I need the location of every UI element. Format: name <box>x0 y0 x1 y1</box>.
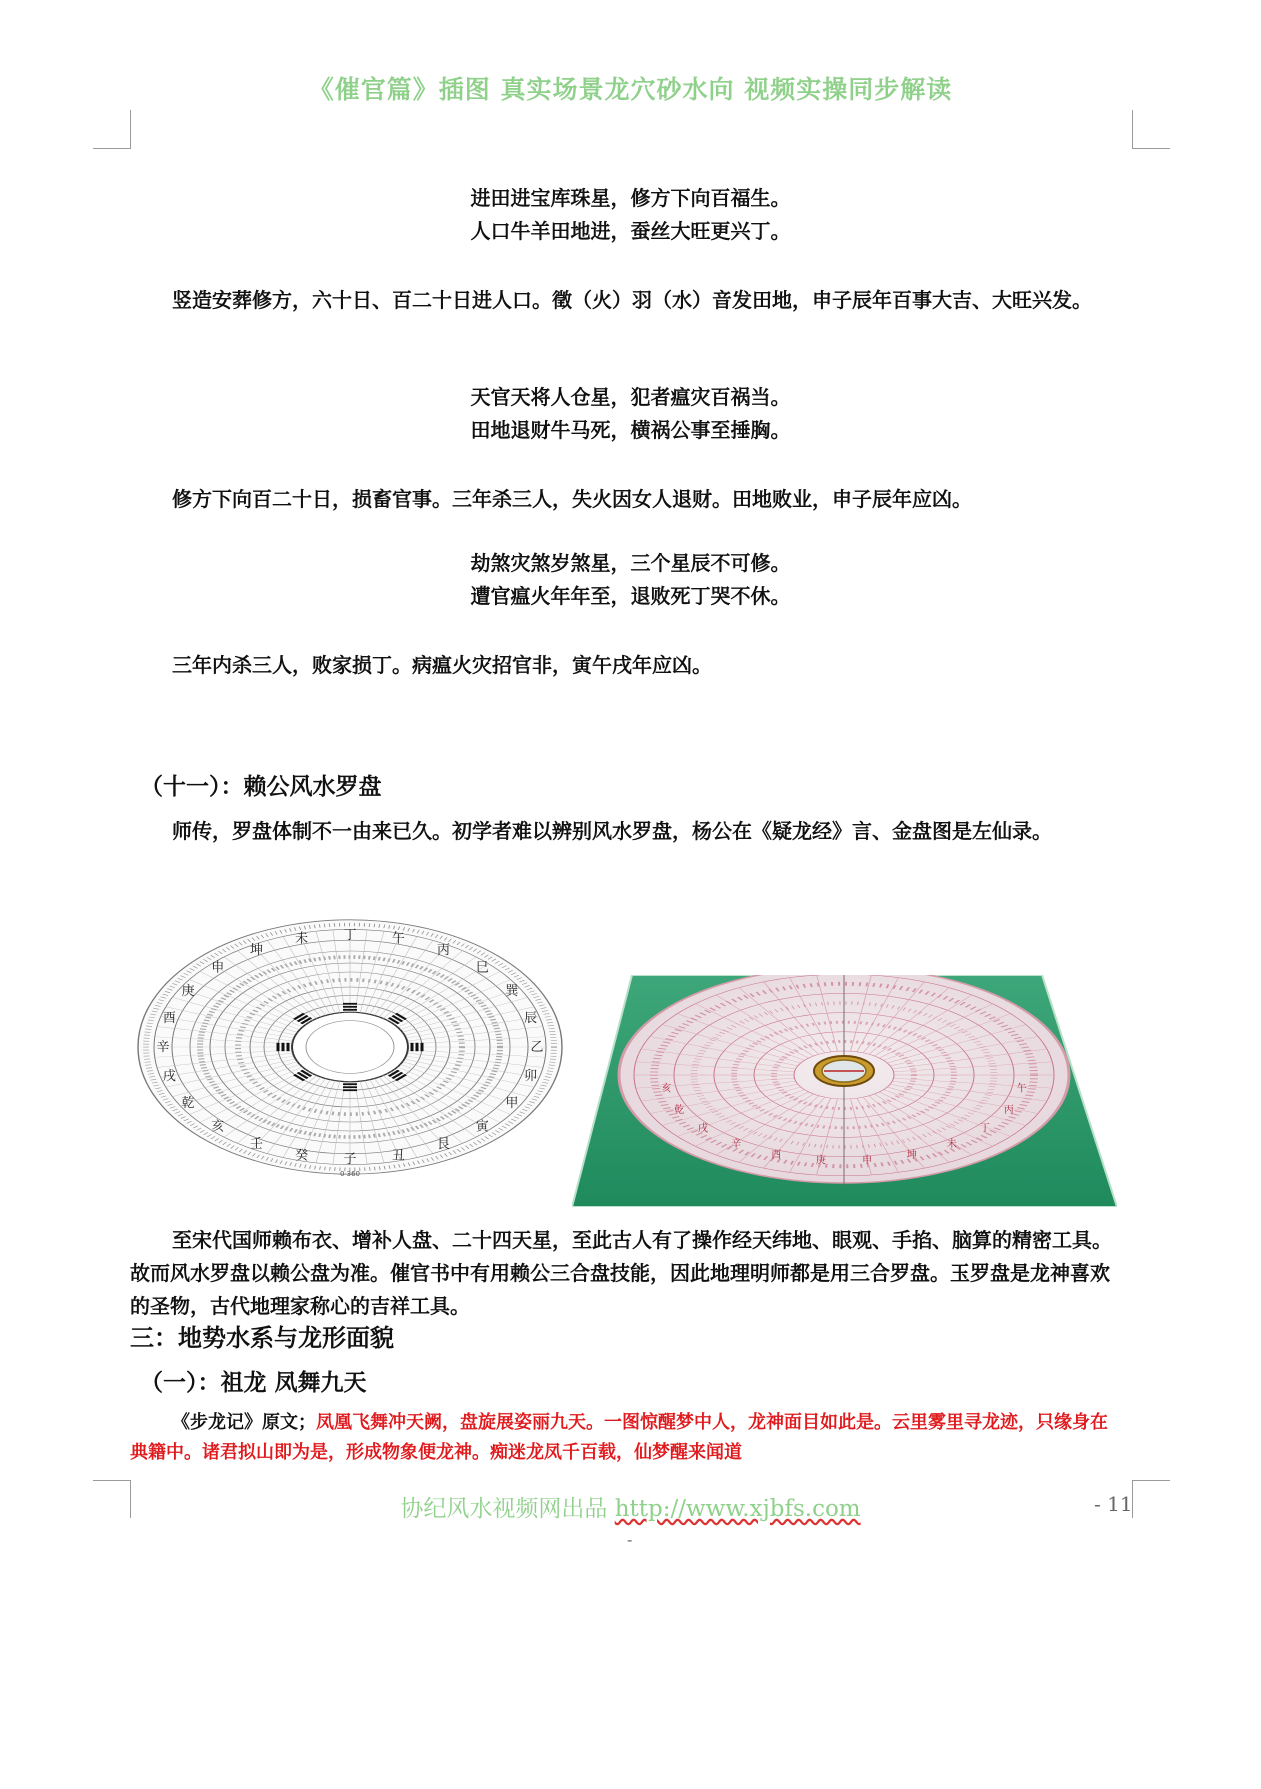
compass-character: 丁 <box>343 927 357 943</box>
compass-character: 庚 <box>181 983 195 999</box>
compass-character: 酉 <box>771 1150 782 1162</box>
trigram-bar <box>343 1083 357 1085</box>
compass-character: 壬 <box>249 1137 264 1153</box>
compass-character: 坤 <box>906 1150 917 1162</box>
running-header: 《催官篇》插图 真实场景龙穴砂水向 视频实操同步解读 <box>308 75 953 104</box>
compass-character: 坤 <box>249 942 264 958</box>
compass-character: 戌 <box>162 1069 176 1084</box>
body-paragraph: 至宋代国师赖布衣、增补人盘、二十四天星，至此古人有了操作经天纬地、眼观、手掐、脑算的精密工具。故而风水罗盘以赖公盘为准。催官书中有用赖公三合盘技能，因此地理明师都是用三合罗盘。玉罗盘是龙神喜欢的圣物，古代地理家称心的吉祥工具。 <box>130 1228 1112 1318</box>
bottom-dash: - <box>627 1530 633 1549</box>
trigram-bar <box>277 1043 280 1051</box>
compass-diagram-image <box>135 912 565 1182</box>
footer-link[interactable]: http://www.xjbfs.com <box>614 1496 861 1522</box>
compass-character: 甲 <box>505 1096 519 1112</box>
compass-character: 寅 <box>475 1119 489 1135</box>
compass-character: 亥 <box>661 1083 672 1095</box>
trigram-bar <box>421 1043 424 1051</box>
poem-block <box>0 381 1261 447</box>
trigram-bar <box>343 1089 357 1091</box>
trigram-bar <box>287 1043 290 1051</box>
compass-character: 巳 <box>475 960 489 976</box>
degree-label: 0 360 <box>339 1170 361 1178</box>
crop-mark <box>130 110 131 148</box>
compass-character: 巽 <box>505 983 519 999</box>
compass-character: 辛 <box>731 1139 742 1151</box>
compass-character: 申 <box>862 1155 873 1167</box>
compass-character: 亥 <box>211 1119 225 1135</box>
compass-character: 癸 <box>295 1148 309 1164</box>
poem-line: 田地退财牛马死，横祸公事至捶胸。 <box>470 418 791 442</box>
trigram-bar <box>343 1006 357 1008</box>
section-heading: 三：地势水系与龙形面貌 <box>130 1323 394 1352</box>
body-paragraph-quote <box>130 1408 1120 1468</box>
compass-character: 午 <box>1016 1083 1027 1095</box>
trigram-bar <box>343 1086 357 1088</box>
compass-character: 戌 <box>698 1123 708 1135</box>
compass-character: 乙 <box>530 1040 544 1055</box>
trigram-bar <box>416 1043 419 1051</box>
compass-character: 丙 <box>436 942 451 958</box>
crop-mark <box>93 1480 131 1481</box>
quote-text: 凤凰飞舞冲天阙，盘旋展姿丽九天。一图惊醒梦中人，龙神面目如此是。云里雾里寻龙迹，只缘身在典籍中。诸君拟山即为是，形成物象便龙神。痴迷龙凤千百载，仙梦醒来闻道 <box>130 1412 1108 1463</box>
poem-line: 进田进宝库珠星，修方下向百福生。 <box>470 186 791 210</box>
quote-source: 《步龙记》原文； <box>172 1412 316 1433</box>
compass-character: 午 <box>391 931 405 947</box>
poem-block <box>0 182 1261 248</box>
poem-line: 劫煞灾煞岁煞星，三个星辰不可修。 <box>470 551 791 575</box>
compass-character: 丑 <box>391 1148 405 1164</box>
compass-character: 乾 <box>181 1096 195 1112</box>
poem-block <box>0 547 1261 613</box>
compass-character: 庚 <box>815 1155 826 1167</box>
compass-photo-image <box>572 975 1117 1207</box>
body-paragraph: 三年内杀三人，败家损丁。病瘟火灾招官非，寅午戌年应凶。 <box>172 653 712 677</box>
compass-character: 丁 <box>980 1123 990 1135</box>
page-footer <box>0 1490 1261 1523</box>
trigram-bar <box>343 1003 357 1005</box>
section-heading: （十一）：赖公风水罗盘 <box>140 773 382 800</box>
compass-character: 辛 <box>156 1040 170 1055</box>
section-heading: （一）：祖龙 凤舞九天 <box>140 1369 367 1396</box>
compass-character: 卯 <box>524 1069 538 1084</box>
footer-text: 协纪风水视频网出品 <box>400 1496 615 1522</box>
compass-character: 艮 <box>436 1137 451 1153</box>
compass-character: 未 <box>295 931 309 947</box>
poem-line: 天官天将人仓星，犯者瘟灾百祸当。 <box>470 385 791 409</box>
crop-mark <box>93 148 131 149</box>
page-number: - 11 <box>1094 1492 1133 1516</box>
body-paragraph: 竖造安葬修方，六十日、百二十日进人口。徵（火）羽（水）音发田地，申子辰年百事大吉、大旺兴发。 <box>172 288 1092 312</box>
compass-character: 未 <box>946 1139 957 1151</box>
trigram-bar <box>411 1043 414 1051</box>
poem-line: 人口牛羊田地进，蚕丝大旺更兴丁。 <box>470 219 791 243</box>
compass-character: 乾 <box>674 1104 685 1116</box>
compass-character: 丙 <box>1003 1104 1014 1116</box>
poem-line: 遭官瘟火年年至，退败死丁哭不休。 <box>470 584 791 608</box>
compass-character: 子 <box>343 1152 357 1168</box>
trigram-bar <box>343 1009 357 1011</box>
compass-character: 酉 <box>162 1011 176 1026</box>
body-paragraph: 师传，罗盘体制不一由来已久。初学者难以辨别风水罗盘，杨公在《疑龙经》言、金盘图是左仙录。 <box>172 819 1052 843</box>
crop-mark <box>1132 1480 1170 1481</box>
crop-mark <box>1132 110 1133 148</box>
compass-character: 申 <box>211 960 225 976</box>
trigram-bar <box>282 1043 285 1051</box>
crop-mark <box>1132 148 1170 149</box>
compass-character: 辰 <box>524 1011 538 1026</box>
body-paragraph: 修方下向百二十日，损畜官事。三年杀三人，失火因女人退财。田地败业，申子辰年应凶。 <box>172 487 972 511</box>
